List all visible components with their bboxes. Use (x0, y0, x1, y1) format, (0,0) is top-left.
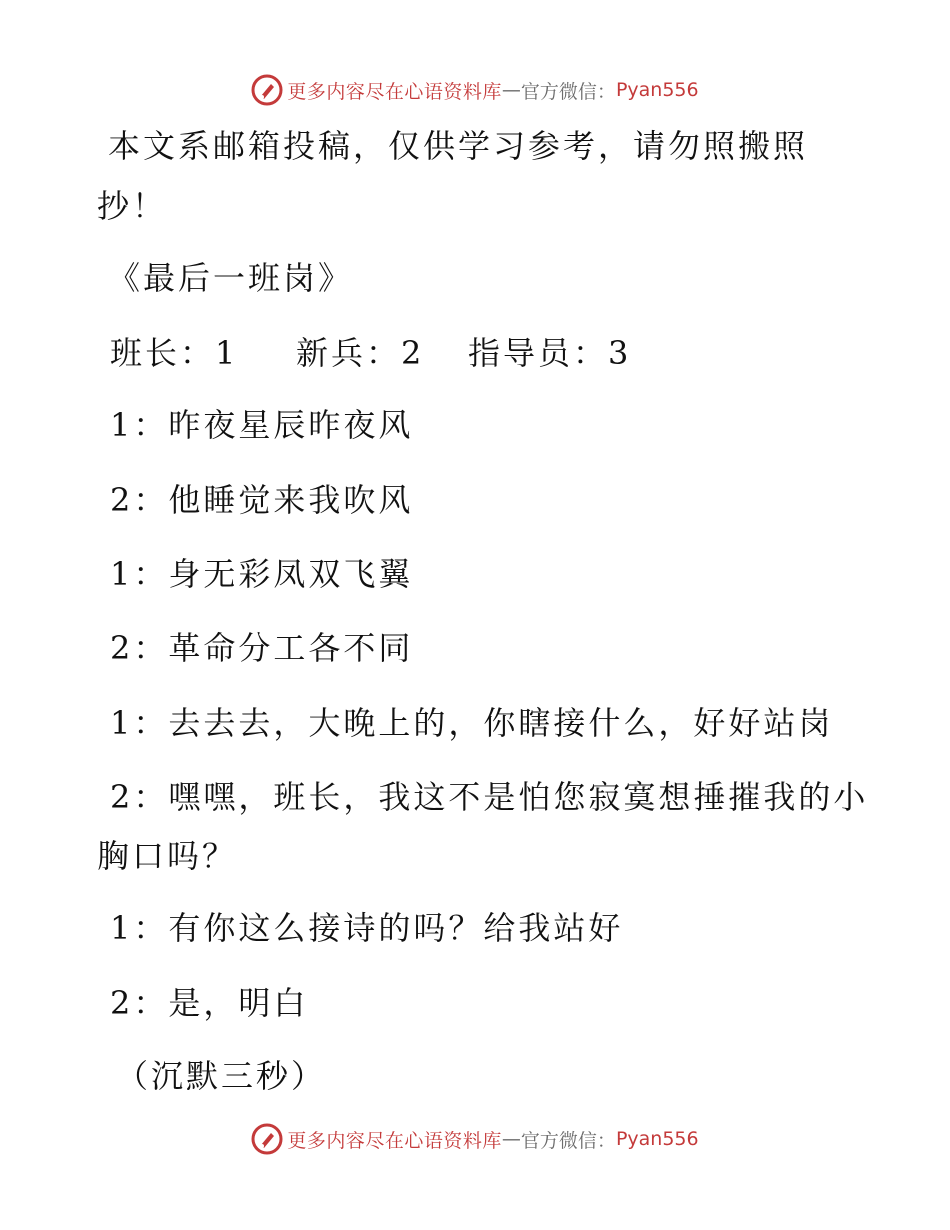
cast-role-2: 新兵：2 (296, 334, 425, 372)
footer-banner (0, 1119, 950, 1159)
script-line: 2：革命分工各不同 (110, 629, 414, 667)
notice-line-1: 本文系邮箱投稿，仅供学习参考，请勿照搬照 (108, 127, 809, 165)
banner-wechat-label: 官方微信： (520, 1129, 616, 1152)
banner-wechat-id: Pyan556 (615, 1128, 699, 1150)
play-title: 《最后一班岗》 (108, 259, 354, 297)
banner-wechat-id: Pyan556 (615, 79, 699, 101)
script-line: 2：是，明白 (110, 984, 309, 1022)
stage-direction: （沉默三秒） (116, 1057, 327, 1095)
script-line: 胸口吗？ (97, 837, 238, 875)
script-line: 1：身无彩凤双飞翼 (110, 555, 414, 593)
banner-dash: — (501, 1128, 521, 1150)
script-line: 1：昨夜星辰昨夜风 (110, 406, 414, 444)
pen-logo-icon (251, 1123, 283, 1155)
header-banner (0, 70, 950, 110)
pen-logo-icon (251, 74, 283, 106)
banner-site-name: 更多内容尽在心语资料库 (287, 1129, 502, 1152)
banner-wechat-label: 官方微信： (520, 80, 616, 103)
script-line: 1：有你这么接诗的吗？给我站好 (110, 909, 624, 947)
banner-site-name: 更多内容尽在心语资料库 (287, 80, 502, 103)
cast-role-1: 班长：1 (110, 334, 239, 372)
notice-line-2: 抄！ (97, 187, 168, 225)
script-line: 1：去去去，大晚上的，你瞎接什么，好好站岗 (110, 704, 834, 742)
script-line: 2：他睡觉来我吹风 (110, 481, 414, 519)
cast-role-3: 指导员：3 (468, 334, 632, 372)
script-line: 2：嘿嘿，班长，我这不是怕您寂寞想捶摧我的小 (110, 778, 869, 816)
banner-dash: — (501, 79, 521, 101)
